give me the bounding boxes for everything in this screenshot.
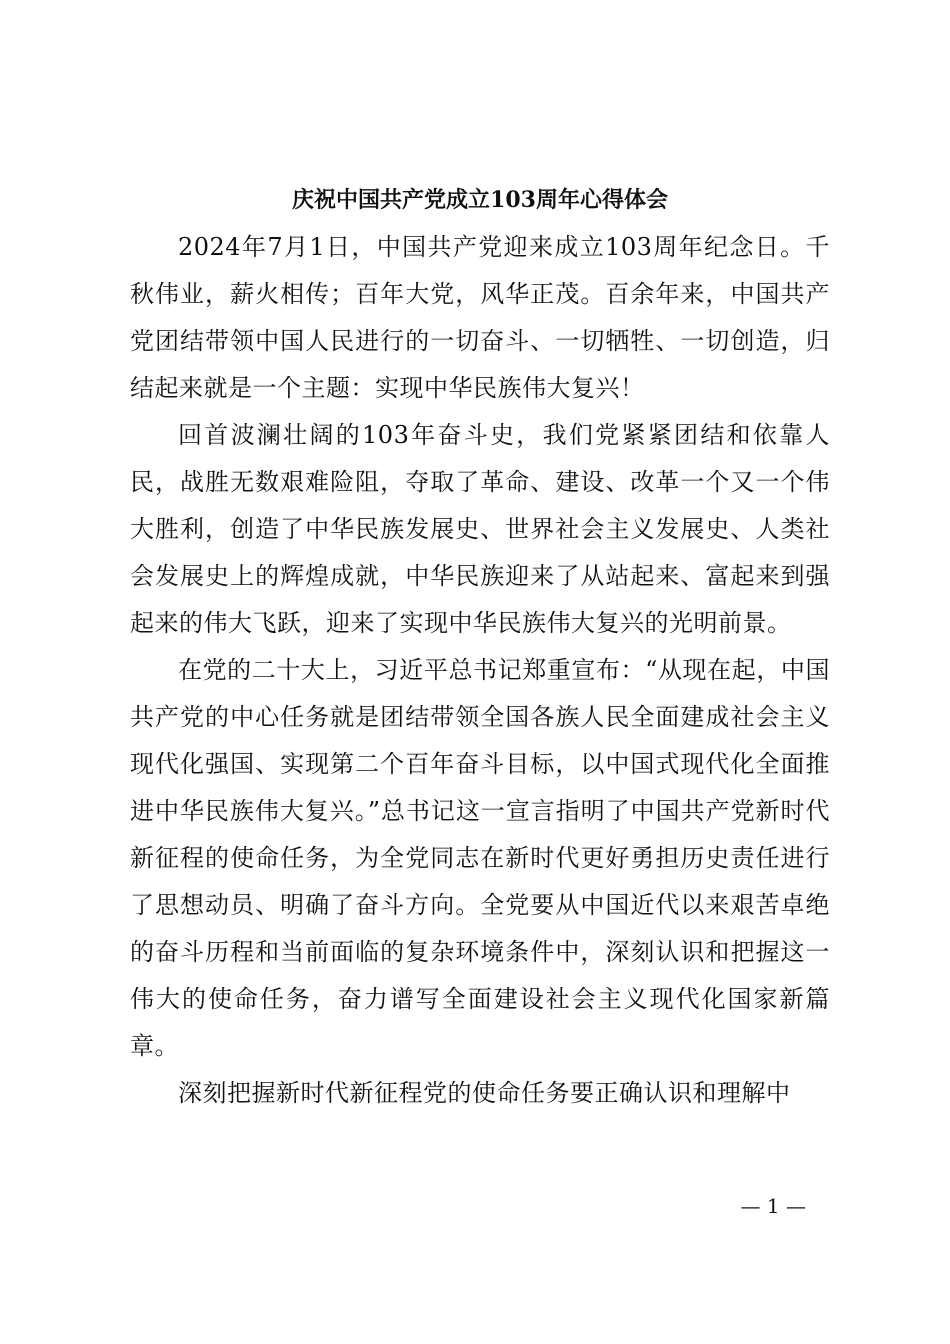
paragraph-3: 在党的二十大上，习近平总书记郑重宣布：“从现在起，中国共产党的中心任务就是团结带领全国各族人民全面建成社会主义现代化强国、实现第二个百年奋斗目标，以中国式现代化全面推进中华民族伟大复兴。”总书记这一宣言指明了中国共产党新时代新征程的使命任务，为全党同志在新时代更好勇担历史责任进行了思想动员、明确了奋斗方向。全党要从中国近代以来艰苦卓绝的奋斗历程和当前面临的复杂环境条件中，深刻认识和把握这一伟大的使命任务，奋力谱写全面建设社会主义现代化国家新篇章。 <box>130 656 830 1060</box>
paragraph-2: 回首波澜壮阔的103年奋斗史，我们党紧紧团结和依靠人民，战胜无数艰难险阻，夺取了革命、建设、改革一个又一个伟大胜利，创造了中华民族发展史、世界社会主义发展史、人类社会发展史上的辉煌成就，中华民族迎来了从站起来、富起来到强起来的伟大飞跃，迎来了实现中华民族伟大复兴的光明前景。 <box>130 421 830 637</box>
paragraph-1: 2024年7月1日，中国共产党迎来成立103周年纪念日。千秋伟业，薪火相传；百年大党，风华正茂。百余年来，中国共产党团结带领中国人民进行的一切奋斗、一切牺牲、一切创造，归结起来就是一个主题：实现中华民族伟大复兴！ <box>130 233 830 402</box>
document-title: 庆祝中国共产党成立103周年心得体会 <box>292 187 668 213</box>
paragraph-4: 深刻把握新时代新征程党的使命任务要正确认识和理解中 <box>178 1079 791 1107</box>
page-number: — 1 — <box>740 1194 806 1218</box>
document-body <box>130 224 830 1117</box>
